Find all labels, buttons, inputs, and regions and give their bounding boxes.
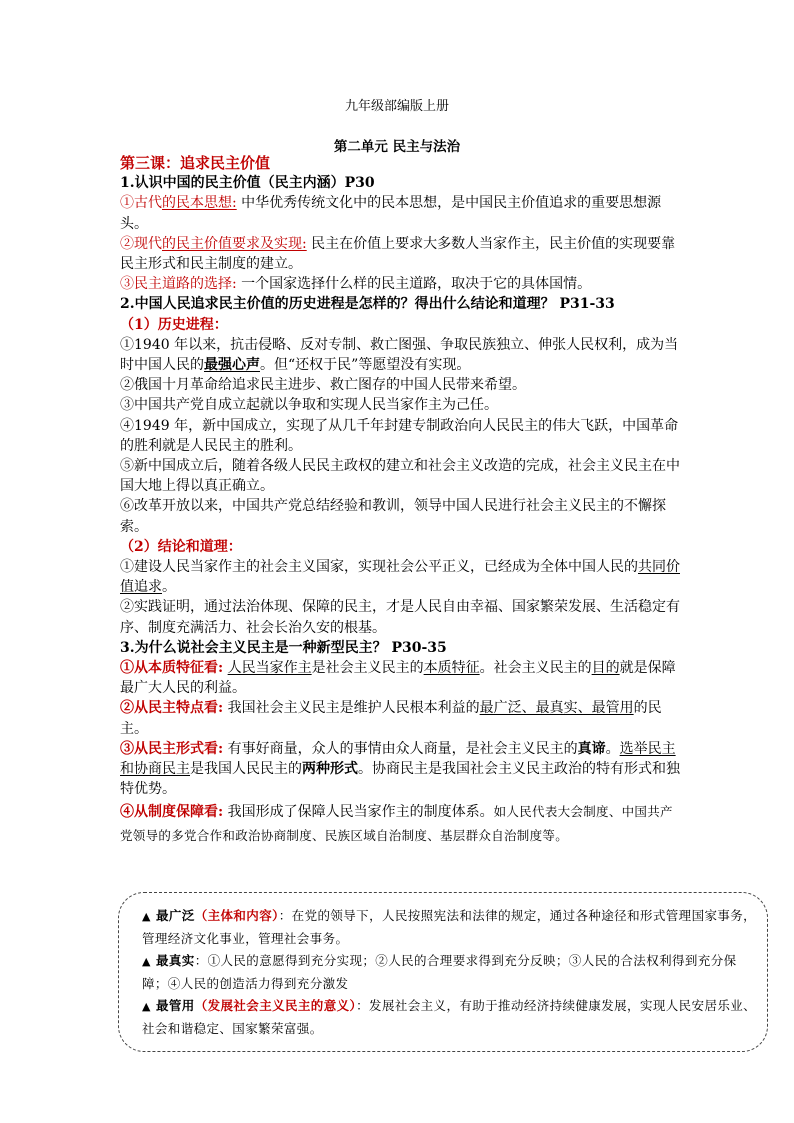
- q1-point-2-text: 民主在价值上要求大多数人当家作主，民主价值的实现要靠民主形式和民主制度的建立。: [120, 235, 676, 273]
- q3-point-3: [120, 739, 680, 800]
- q2-history-1-emphasis: 最强心声: [204, 357, 260, 374]
- summary-line-broadest: [142, 905, 762, 950]
- summary-truest-text: ：①人民的意愿得到充分实现；②人民的合理要求得到充分反映；③人民的合法权利得到充分保障；④人民的创造活力得到充分激发: [142, 953, 737, 991]
- q2-history-1: [120, 335, 680, 375]
- triangle-icon: ▲: [142, 910, 151, 923]
- summary-effective-text: ：发展社会主义，有助于推动经济持续健康发展，实现人民安居乐业、社会和谐稳定、国家繁荣富强。: [142, 998, 757, 1036]
- question-1-heading: 1.认识中国的民主价值（民主内涵）P30: [120, 175, 375, 192]
- q2-conclusion-2: ②实践证明，通过法治体现、保障的民主，才是人民自由幸福、国家繁荣发展、生活稳定有序、制度充满活力、社会长治久安的根基。: [120, 599, 680, 636]
- q3-point-3-underline: 选举民主和协商民主: [120, 740, 676, 778]
- q3-point-4: [120, 800, 680, 848]
- q2-subheading-conclusion: （2）结论和道理：: [120, 538, 242, 555]
- q2-history-5: ⑤新中国成立后，随着各级人民民主政权的建立和社会主义改造的完成，社会主义民主在中国大地上得以真正确立。: [120, 458, 680, 495]
- q3-point-3-label: ③从民主形式看:: [120, 740, 224, 757]
- q3-point-2-label: ②从民主特点看:: [120, 700, 224, 717]
- q2-conclusion-1-text-b: 。: [162, 579, 176, 596]
- document-body: [120, 153, 680, 848]
- q1-point-3-label: ③民主道路的选择:: [120, 276, 237, 293]
- unit-title: 第二单元 民主与法治: [333, 139, 461, 155]
- q3-point-1-text-3: 就是保障最广大人民的利益。: [120, 660, 676, 697]
- q3-point-3-text-4: 。协商民主是我国社会主义民主政治的特有形式和独特优势。: [120, 761, 680, 798]
- q3-point-2-text-1: 我国社会主义民主是维护人民根本利益的: [223, 700, 480, 717]
- q2-conclusion-1: [120, 557, 680, 597]
- summary-truest-label: 最真实: [156, 953, 195, 968]
- q3-point-1: [120, 658, 680, 698]
- q3-point-3-text-3: 是我国人民民主的: [190, 761, 302, 778]
- q2-conclusion-1-text-a: ①建设人民当家作主的社会主义国家，实现社会公平正义，已经成为全体中国人民的: [120, 559, 638, 576]
- q1-point-3: [120, 274, 680, 294]
- q3-point-4-text-2: 如人民代表大会制度、中国共产党领导的多党合作和政治协商制度、民族区域自治制度、基层群众自治制度等。: [120, 803, 673, 843]
- q1-point-1-text: 中华优秀传统文化中的民本思想，是中国民主价值追求的重要思想源头。: [120, 195, 662, 232]
- q1-point-1: [120, 193, 680, 233]
- q1-point-2-label-a: ②现代: [120, 235, 162, 252]
- q1-point-2: [120, 234, 680, 274]
- q3-point-2-underline: 最广泛、最真实、最管用: [479, 700, 634, 717]
- q1-point-2-label-b: 的民主价值要求及实现:: [162, 235, 307, 252]
- summary-broadest-note: （主体和内容）: [194, 908, 279, 923]
- q3-point-3-bold-1: 真谛: [577, 740, 606, 757]
- summary-effective-label: 最管用: [156, 998, 195, 1013]
- summary-line-most-effective: [142, 995, 762, 1040]
- q2-history-4: ④1949 年，新中国成立，实现了从几千年封建专制政治向人民民主的伟大飞跃，中国革命的胜利就是人民民主的胜利。: [120, 417, 679, 454]
- q2-history-2: ②俄国十月革命给追求民主进步、救亡图存的中国人民带来希望。: [120, 377, 526, 394]
- q2-history-6: ⑥改革开放以来，中国共产党总结经验和教训，领导中国人民进行社会主义民主的不懈探索。: [120, 498, 666, 535]
- q3-point-1-underline-3: 目的: [591, 660, 620, 677]
- question-2-heading: 2.中国人民追求民主价值的历史进程是怎样的？得出什么结论和道理？ P31-33: [120, 296, 615, 313]
- q2-subheading-history: （1）历史进程：: [120, 316, 228, 333]
- triangle-icon: ▲: [142, 955, 151, 968]
- summary-broadest-label: 最广泛: [156, 908, 195, 923]
- q3-point-4-label: ④从制度保障看:: [120, 803, 224, 820]
- q3-point-2-text-2: 的民主。: [120, 700, 662, 737]
- q2-conclusion-1-emphasis: 共同价值追求: [120, 559, 680, 596]
- q2-history-3: ③中国共产党自成立起就以争取和实现人民当家作主为己任。: [120, 397, 498, 414]
- q3-point-1-underline-2: 本质特征: [423, 660, 480, 677]
- q1-point-3-text: 一个国家选择什么样的民主道路，取决于它的具体国情。: [236, 276, 592, 293]
- q1-point-1-label-a: ①古代: [120, 195, 162, 212]
- summary-box-content: [142, 905, 762, 1040]
- q3-point-1-underline-1: 人民当家作主: [227, 660, 312, 677]
- q3-point-3-text-2: 。: [605, 740, 620, 757]
- summary-line-truest: [142, 950, 762, 995]
- document-title: 九年级部编版上册: [344, 99, 449, 114]
- q3-point-3-bold-2: 两种形式: [302, 761, 358, 778]
- q3-point-2: [120, 698, 680, 738]
- q3-point-1-label: ①从本质特征看:: [120, 660, 224, 677]
- q3-point-3-text-1: 有事好商量，众人的事情由众人商量，是社会主义民主的: [223, 740, 578, 757]
- summary-effective-note: （发展社会主义民主的意义）: [194, 998, 357, 1013]
- q2-history-1-text-a: ①1940 年以来，抗击侵略、反对专制、救亡图强、争取民族独立、伸张人民权利，成为当时中国人民的: [120, 336, 679, 374]
- lesson-title: 第三课：追求民主价值: [120, 154, 271, 172]
- triangle-icon: ▲: [142, 1000, 151, 1013]
- q3-point-1-text-1: 是社会主义民主的: [311, 660, 424, 677]
- q3-point-1-text-2: 。社会主义民主的: [479, 660, 592, 677]
- q3-point-4-text-1: 我国形成了保障人民当家作主的制度体系。: [223, 803, 494, 820]
- q2-history-1-text-b: 。但“还权于民”等愿望没有实现。: [260, 357, 471, 374]
- question-3-heading: 3.为什么说社会主义民主是一种新型民主？ P30-35: [120, 639, 447, 656]
- summary-broadest-text: ：在党的领导下，人民按照宪法和法律的规定，通过各种途径和形式管理国家事务，管理经济文化事业，管理社会事务。: [142, 908, 757, 946]
- q1-point-1-label-b: 的民本思想:: [162, 195, 237, 212]
